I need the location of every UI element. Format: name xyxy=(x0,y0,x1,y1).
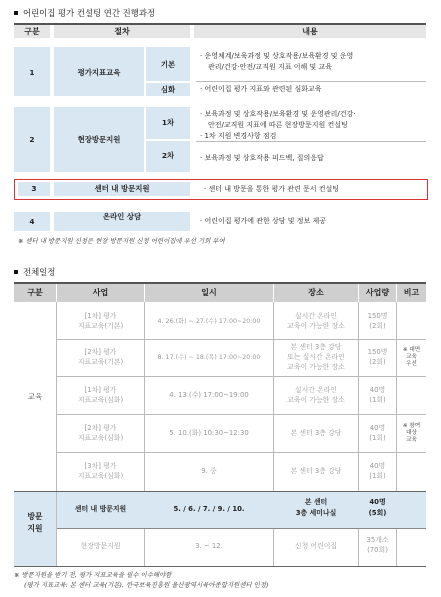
row-a-qty-line1: 150명 xyxy=(367,312,388,320)
row-c-qty-line1: 40명 xyxy=(369,386,386,394)
s1-row3-num: 3 xyxy=(31,184,37,193)
row-f-place-line1: 본 센터 xyxy=(304,498,328,506)
row-b-place-line1: 본 센터 3층 강당 xyxy=(290,343,342,351)
grid-line xyxy=(57,414,426,415)
s1-row2-sub2: 2차 xyxy=(161,151,175,160)
row-a-qty-line2: (2회) xyxy=(369,322,386,330)
row-a-business-line2: 지표교육(기본) xyxy=(77,322,124,330)
row-d-remark-line3: 교육 xyxy=(406,437,417,443)
row-d-remark-line1: ※ 참여 xyxy=(402,423,421,429)
row-b-place-line3: 교육이 가능한 장소 xyxy=(287,363,345,371)
row-d-business-line1: [2차] 평가 xyxy=(84,424,117,432)
row-f-business: 센터 내 방문지원 xyxy=(74,505,127,513)
row-c-business-line2: 지표교육(심화) xyxy=(77,396,124,404)
row-d-qty-line2: (1회) xyxy=(369,434,386,442)
row-d-remark-line2: 대상 xyxy=(406,430,417,436)
bullet-square-icon xyxy=(14,270,18,274)
row-b-qty-line2: (2회) xyxy=(369,358,386,366)
s2-header-category: 구분 xyxy=(14,284,56,302)
s1-header-content: 내용 xyxy=(194,25,426,38)
row-b-remark-line2: 교육 xyxy=(406,354,417,360)
row-b-business-line2: 지표교육(기본) xyxy=(77,358,124,366)
s1-row2-sub1: 1차 xyxy=(161,118,175,127)
s2-header-place: 장소 xyxy=(274,284,358,302)
row-b-business-line1: [2차] 평가 xyxy=(84,348,117,356)
s1-row1-content-line2: 관리/건강·안전/교직원 지표 이해 및 교육 xyxy=(208,63,333,71)
row-b-qty-line1: 150명 xyxy=(367,348,388,356)
row-b-place-line2: 또는 실시간 온라인 xyxy=(287,353,345,361)
row-a-date: 4. 26.(화) ~ 27.(수) 17:00~20:00 xyxy=(157,318,261,325)
row-d-place: 본 센터 3층 강당 xyxy=(290,429,342,437)
s1-row4-content: · 어린이집 평가에 관한 상담 및 정보 제공 xyxy=(200,217,326,225)
row-c-qty-line2: (1회) xyxy=(369,396,386,404)
row-f-place-line2: 3층 세미나실 xyxy=(295,509,337,517)
row-b-date: 8. 17.(수) ~ 18.(목) 17:00~20:00 xyxy=(157,354,261,361)
row-e-business-line1: [3차] 평가 xyxy=(84,462,117,470)
row-c-date: 4. 13.(수) 17:00~19:00 xyxy=(169,391,249,399)
s1-row1-sub2: 심화 xyxy=(160,85,176,94)
row-e-place: 본 센터 3층 강당 xyxy=(290,467,342,475)
s1-row1-sub1: 기본 xyxy=(160,60,176,69)
s2-note-line1: ※ 방문지원을 받기 전, 평가 지표교육을 필수 이수해야함 xyxy=(14,571,172,579)
s1-note: ※ 센터 내 방문지원 신청은 현장 방문지원 신청 어린이집에 우선 기회 부여 xyxy=(18,237,225,245)
grid-line xyxy=(57,376,426,377)
s1-row1-num: 1 xyxy=(29,68,35,77)
row-d-qty-line1: 40명 xyxy=(369,424,386,432)
s1-row1-name: 평가지표교육 xyxy=(77,68,121,77)
row-e-business-line2: 지표교육(심화) xyxy=(77,472,124,480)
grid-line xyxy=(57,339,426,340)
row-f-date: 5. / 6. / 7. / 9. / 10. xyxy=(173,505,245,513)
row-g-place: 신청 어린이집 xyxy=(294,542,338,550)
row-g-qty-line1: 35개소 xyxy=(366,536,389,544)
s2-header-remark: 비고 xyxy=(397,284,426,302)
bullet-square-icon xyxy=(14,11,18,15)
s2-note-line2: (평가 지표교육: 본 센터 교육(기본), 한국보육진흥원 울산광역시육아종합지원센터 인정) xyxy=(24,581,269,589)
row-d-date: 5. 10.(화) 10:30~12:30 xyxy=(169,429,249,437)
s1-header-procedure: 절차 xyxy=(54,25,190,38)
s1-header-category: 구분 xyxy=(14,25,50,38)
row-d-business-line2: 지표교육(심화) xyxy=(77,434,124,442)
row-g-date: 3. ~ 12. xyxy=(195,542,223,550)
grid-line xyxy=(57,528,426,529)
s2-header-quantity: 사업량 xyxy=(359,284,396,302)
row-c-place-line2: 교육이 가능한 장소 xyxy=(287,396,345,404)
s1-row1-content-line1: · 운영체계/보육과정 및 상호작용/보육환경 및 운영 xyxy=(200,52,354,60)
s1-row3-content: · 센터 내 방문을 통한 평가 관련 문서 컨설팅 xyxy=(204,185,339,193)
row-c-business-line1: [1차] 평가 xyxy=(84,386,117,394)
s1-row2-name: 현장방문지원 xyxy=(77,135,121,144)
row-a-place-line1: 실시간 온라인 xyxy=(294,312,338,320)
row-g-qty-line2: (70회) xyxy=(367,546,388,554)
row-e-qty-line1: 40명 xyxy=(369,462,386,470)
highlight-box xyxy=(14,179,428,200)
row-e-date: 9. 중 xyxy=(201,467,217,475)
schedule-bottom-rule xyxy=(14,566,426,567)
s1-row4-name: 온라인 상담 xyxy=(102,212,142,221)
s1-row2-content-line3: · 1차 지원 변경사항 점검 xyxy=(200,132,277,140)
section1-title: 어린이집 평가 컨설팅 연간 진행과정 xyxy=(14,7,155,19)
s1-row3-name: 센터 내 방문지원 xyxy=(94,184,150,193)
divider xyxy=(196,81,426,82)
group-label-education: 교육 xyxy=(27,392,43,401)
row-a-business-line1: [1차] 평가 xyxy=(84,312,117,320)
s1-row1-content-line3: · 어린이집 평가 지표와 관련된 심화교육 xyxy=(200,85,322,93)
s2-header-business: 사업 xyxy=(57,284,144,302)
s1-row2-content-line4: · 보육과정 및 상호작용 피드백, 질의응답 xyxy=(200,154,324,162)
row-c-place-line1: 실시간 온라인 xyxy=(294,386,338,394)
row-b-remark-line1: ※ 대면 xyxy=(402,347,421,353)
s1-row2-num: 2 xyxy=(29,135,35,144)
row-g-business: 현장방문지원 xyxy=(80,542,121,550)
grid-line xyxy=(57,452,426,453)
s2-header-date: 일시 xyxy=(145,284,273,302)
group-label-visit: 방문 지원 xyxy=(27,512,43,533)
divider xyxy=(196,141,426,142)
row-f-qty-line2: (5회) xyxy=(368,509,387,517)
row-f-qty-line1: 40명 xyxy=(369,498,386,506)
s1-row2-content-line1: · 보육과정 및 상호작용/보육환경 및 운영관리/건강· xyxy=(200,110,356,118)
section2-title: 전체일정 xyxy=(14,266,55,278)
row-a-place-line2: 교육이 가능한 장소 xyxy=(287,322,345,330)
row-e-qty-line2: (1회) xyxy=(369,472,386,480)
s1-row2-content-line2: 안전/교직원 지표에 따른 현장방문지원 컨설팅 xyxy=(208,121,348,129)
s1-row4-num: 4 xyxy=(29,217,35,226)
row-b-remark-line3: 우선 xyxy=(406,361,417,367)
